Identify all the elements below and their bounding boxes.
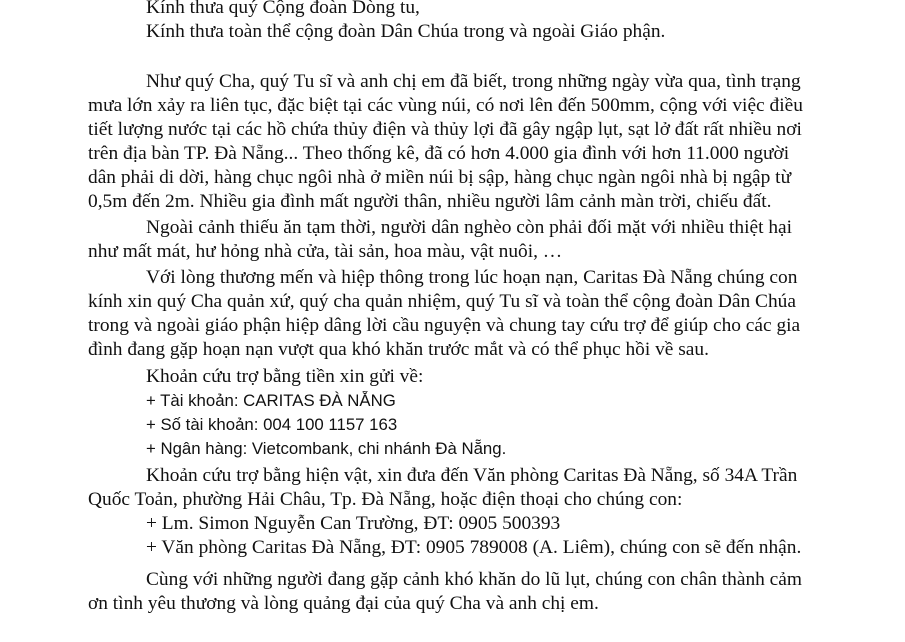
paragraph-line: tiết lượng nước tại các hồ chứa thủy điện và thủy lợi đã gây ngập lụt, sạt lở đất rất nhiều nơi xyxy=(88,119,802,140)
paragraph-line: như mất mát, hư hỏng nhà cửa, tài sản, hoa màu, vật nuôi, … xyxy=(88,241,563,262)
money-donation-intro: Khoản cứu trợ bằng tiền xin gửi về: xyxy=(146,366,424,387)
paragraph-line: Ngoài cảnh thiếu ăn tạm thời, người dân nghèo còn phải đối mặt với nhiều thiệt hại xyxy=(146,217,793,238)
contact-office: + Văn phòng Caritas Đà Nẵng, ĐT: 0905 789008 (A. Liêm), chúng con sẽ đến nhận. xyxy=(146,537,802,558)
salutation-line: Kính thưa quý Cộng đoàn Dòng tu, xyxy=(146,0,420,18)
paragraph-line: dân phải di dời, hàng chục ngôi nhà ở miền núi bị sập, hàng chục ngàn ngôi nhà bị ngập từ xyxy=(88,167,792,188)
paragraph-line: trong và ngoài giáo phận hiệp dâng lời cầu nguyện và chung tay cứu trợ để giúp cho các gia xyxy=(88,315,801,336)
closing-line: ơn tình yêu thương và lòng quảng đại của quý Cha và anh chị em. xyxy=(88,593,599,614)
paragraph-line: mưa lớn xảy ra liên tục, đặc biệt tại các vùng núi, có nơi lên đến 500mm, cộng với việc điều xyxy=(88,95,803,116)
bank-account-number: + Số tài khoản: 004 100 1157 163 xyxy=(146,415,398,434)
bank-account-name: + Tài khoản: CARITAS ĐÀ NẴNG xyxy=(146,391,396,410)
goods-donation-intro: Quốc Toản, phường Hải Châu, Tp. Đà Nẵng, hoặc điện thoại cho chúng con: xyxy=(88,489,683,510)
paragraph-line: Như quý Cha, quý Tu sĩ và anh chị em đã biết, trong những ngày vừa qua, tình trạng xyxy=(146,71,801,92)
goods-donation-intro: Khoản cứu trợ bằng hiện vật, xin đưa đến Văn phòng Caritas Đà Nẵng, số 34A Trần xyxy=(146,465,798,486)
paragraph-line: đình đang gặp hoạn nạn vượt qua khó khăn trước mắt và có thể phục hồi về sau. xyxy=(88,339,709,360)
paragraph-line: trên địa bàn TP. Đà Nẵng... Theo thống kê, đã có hơn 4.000 gia đình với hơn 11.000 người xyxy=(88,143,790,164)
paragraph-line: kính xin quý Cha quản xứ, quý cha quản nhiệm, quý Tu sĩ và toàn thể cộng đoàn Dân Chúa xyxy=(88,291,796,312)
salutation-line: Kính thưa toàn thể cộng đoàn Dân Chúa trong và ngoài Giáo phận. xyxy=(146,21,666,42)
paragraph-line: 0,5m đến 2m. Nhiều gia đình mất người thân, nhiều người lâm cảnh màn trời, chiếu đất. xyxy=(88,191,772,212)
closing-line: Cùng với những người đang gặp cảnh khó khăn do lũ lụt, chúng con chân thành cảm xyxy=(146,569,802,590)
bank-name: + Ngân hàng: Vietcombank, chi nhánh Đà Nẵng. xyxy=(146,439,507,458)
paragraph-line: Với lòng thương mến và hiệp thông trong lúc hoạn nạn, Caritas Đà Nẵng chúng con xyxy=(146,267,798,288)
contact-priest: + Lm. Simon Nguyễn Can Trường, ĐT: 0905 500393 xyxy=(146,513,561,534)
